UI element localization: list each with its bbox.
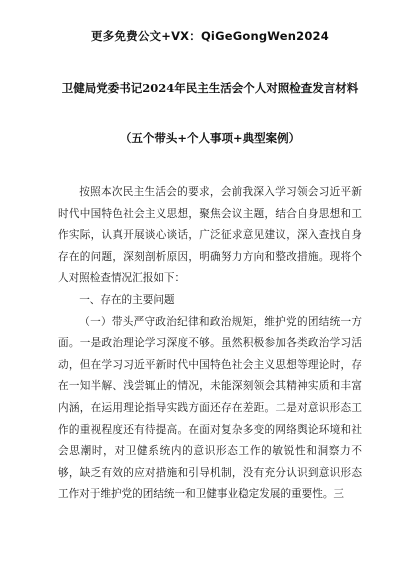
- intro-paragraph: 按照本次民主生活会的要求，会前我深入学习领会习近平新时代中国特色社会主义思想，聚焦会议主题，结合自身思想和工作实际，认真开展谈心谈话，广泛征求意见建议，深入查找自身存在的问题，深刻剖析原因，明确努力方向和整改措施。现将个人对照检查情况汇报如下：: [58, 186, 362, 285]
- document-subtitle: （五个带头+个人事项+典型案例）: [119, 131, 301, 145]
- document-title: 卫健局党委书记2024年民主生活会个人对照检查发言材料: [61, 81, 359, 95]
- watermark-text: 更多免费公文+VX：QiGeGongWen2024: [91, 29, 329, 43]
- section-heading: 一、存在的主要问题: [79, 293, 175, 306]
- body-paragraph: （一）带头严守政治纪律和政治规矩，维护党的团结统一方面。一是政治理论学习深度不够。虽然积极参加各类政治学习活动，但在学习习近平新时代中国特色社会主义思想等理论时，存在一知半解、浅尝辄止的情况，未能深刻领会其精神实质和丰富内涵，在运用理论指导实践方面还存在差距。二是对意识形态工作的重视程度还有待提高。在面对复杂多变的网络舆论环境和社会思潮时，对卫健系统内的意识形态工作的敏锐性和洞察力不够，缺乏有效的应对措施和引导机制，没有充分认识到意识形态工作对于维护党的团结统一和卫健事业稳定发展的重要性。三: [58, 315, 362, 501]
